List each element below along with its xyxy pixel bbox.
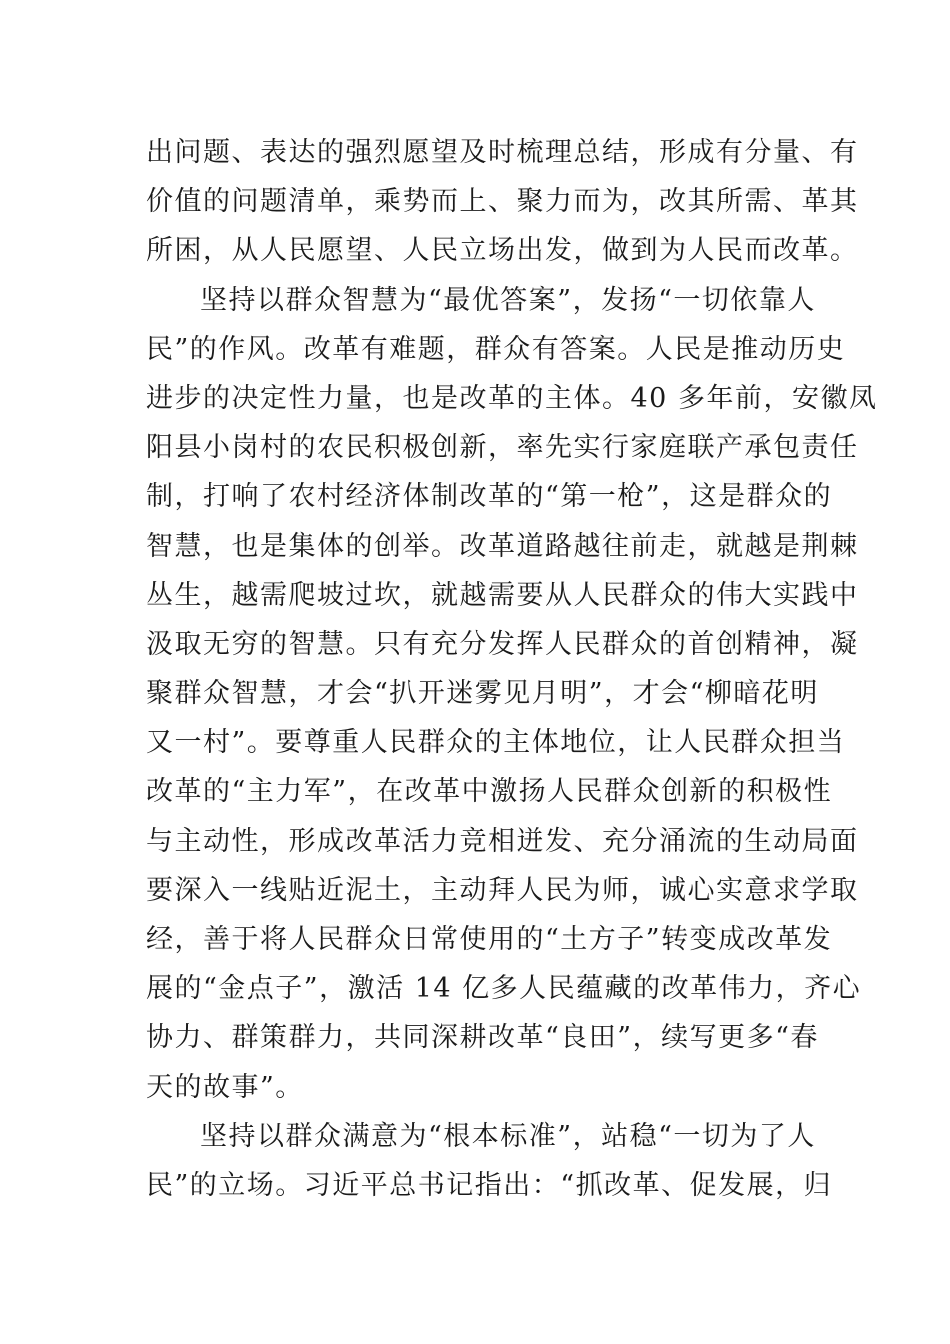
- text-line: 协力、群策群力，共同深耕改革“良田”，续写更多“春: [146, 1022, 819, 1054]
- text-line: 聚群众智慧，才会“扒开迷雾见月明”，才会“柳暗花明: [146, 678, 819, 710]
- text-line: 展的“金点子”，激活 14 亿多人民蕴藏的改革伟力，齐心: [146, 973, 862, 1005]
- text-line: 经，善于将人民群众日常使用的“土方子”转变成改革发: [146, 924, 833, 955]
- text-line: 丛生，越需爬坡过坎，就越需要从人民群众的伟大实践中: [146, 579, 859, 611]
- text-line: 阳县小岗村的农民积极创新，率先实行家庭联产承包责任: [146, 432, 859, 464]
- text-line: 制，打响了农村经济体制改革的“第一枪”，这是群众的: [146, 481, 833, 513]
- text-line: 进步的决定性力量，也是改革的主体。40 多年前，安徽凤: [146, 382, 878, 414]
- text-line: 智慧，也是集体的创举。改革道路越往前走，就越是荆棘: [146, 530, 859, 562]
- text-line: 与主动性，形成改革活力竞相迸发、充分涌流的生动局面: [146, 825, 859, 857]
- text-line: 民”的作风。改革有难题，群众有答案。人民是推动历史: [146, 333, 846, 365]
- paragraph-start-line: 坚持以群众智慧为“最优答案”，发扬“一切依靠人: [200, 284, 816, 316]
- text-line: 又一村”。要尊重人民群众的主体地位，让人民群众担当: [146, 727, 846, 759]
- text-line: 天的故事”。: [146, 1071, 304, 1103]
- text-line: 汲取无穷的智慧。只有充分发挥人民群众的首创精神，凝: [146, 628, 859, 660]
- body-text: [146, 128, 878, 1210]
- paragraph-start-line: 坚持以群众满意为“根本标准”，站稳“一切为了人: [200, 1120, 816, 1152]
- text-line: 要深入一线贴近泥土，主动拜人民为师，诚心实意求学取: [146, 874, 859, 906]
- text-line: 民”的立场。习近平总书记指出：“抓改革、促发展，归: [146, 1169, 833, 1201]
- text-line: 改革的“主力军”，在改革中激扬人民群众创新的积极性: [146, 776, 833, 808]
- text-line: 出问题、表达的强烈愿望及时梳理总结，形成有分量、有: [146, 137, 859, 168]
- text-line: 所困，从人民愿望、人民立场出发，做到为人民而改革。: [146, 235, 859, 267]
- text-line: 价值的问题清单，乘势而上、聚力而为，改其所需、革其: [146, 186, 859, 218]
